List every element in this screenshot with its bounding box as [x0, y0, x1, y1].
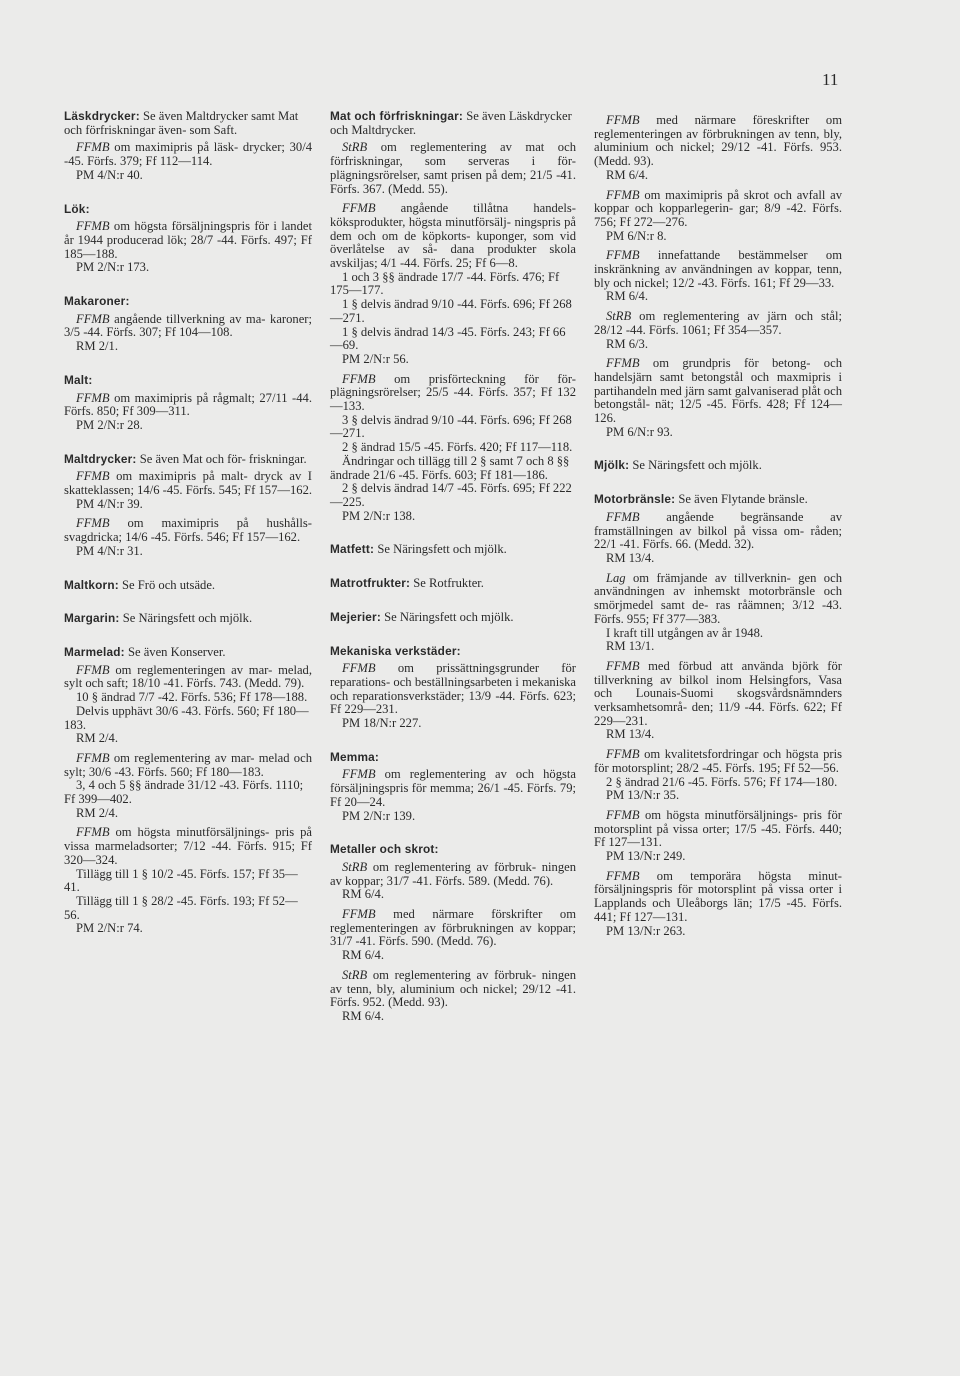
entry-heading-line	[330, 751, 576, 765]
regulation-source: FFMB	[76, 825, 110, 840]
regulation-text: om kvalitetsfordringar och högsta pris för motorsplint; 28/2 -45. Förfs. 195; Ff 52—56.	[594, 747, 842, 775]
entry-heading-line	[330, 543, 576, 557]
entry-heading: Maltdrycker:	[64, 451, 137, 466]
entry-heading: Mat och förfriskningar:	[330, 109, 464, 123]
regulation-paragraph	[330, 141, 576, 196]
entry-heading-line	[64, 374, 312, 388]
index-entry	[594, 493, 842, 938]
index-entry	[594, 459, 842, 473]
regulation-text: om högsta minutförsäljnings- pris på vissa marmeladsorter; 7/12 -44. Förfs. 915; Ff 320—324.	[64, 825, 312, 867]
regulation-source: FFMB	[606, 747, 640, 762]
entry-heading: Maltkorn:	[64, 577, 119, 592]
regulation-note: RM 2/4.	[76, 805, 118, 820]
regulation-text: om reglementering av och högsta försäljningspris för memma; 26/1 -45. Förfs. 79; Ff 20—24.	[330, 767, 576, 809]
regulation-note: RM 13/4.	[606, 727, 655, 742]
regulation-text: om maximipris på hushålls- svagdricka; 14/6 -45. Förfs. 546; Ff 157—162.	[64, 516, 312, 545]
regulation-text: om reglementering av mat och förfriskningar, som serveras i för- plägningsrörelser, samt prisen på dem; 21/5 -41. Förfs. 367. (Medd. 55).	[330, 140, 576, 196]
index-entry	[330, 543, 576, 557]
regulation-note: 2 § delvis ändrad 14/7 -45. Förfs. 695; Ff 222—225.	[330, 481, 572, 509]
index-entry	[64, 579, 312, 593]
regulation-text: om temporära högsta minut- försäljningspris för motorsplint på vissa orter i Lapplands och Uleåborgs län; 17/5 -45. Förfs. 441; Ff 127—131.	[594, 868, 842, 924]
regulation-note: Tillägg till 1 § 10/2 -45. Förfs. 157; Ff 35—41.	[64, 866, 298, 895]
regulation-source: FFMB	[76, 390, 110, 405]
entry-heading-line	[594, 493, 842, 507]
regulation-source: FFMB	[342, 661, 376, 676]
regulation-source: FFMB	[76, 140, 110, 155]
regulation-source: StRB	[342, 140, 368, 155]
regulation-source: FFMB	[606, 868, 640, 883]
regulation-source: StRB	[342, 859, 368, 874]
entry-see-also: Se även Mat och för- friskningar.	[136, 451, 307, 466]
index-entry	[64, 110, 312, 183]
entry-heading-line	[64, 295, 312, 309]
regulation-text: om främjande av tillverknin- gen och användningen av inhemskt motorbränsle och smörjmedel samt de- ras råämnen; 3/12 -43. Förfs. 955; Ff 377—383.	[594, 570, 842, 626]
regulation-text: om reglementering av förbruk- ningen av koppar; 31/7 -41. Förfs. 589. (Medd. 76).	[330, 859, 576, 888]
entry-see-also: Se Näringsfett och mjölk.	[380, 609, 514, 624]
regulation-text: om reglementeringen av mar- melad, sylt och saft; 18/10 -41. Förfs. 743. (Medd. 79).	[64, 662, 312, 691]
regulation-note: I kraft till utgången av år 1948.	[606, 625, 764, 640]
regulation-note: PM 2/N:r 74.	[76, 921, 143, 936]
regulation-note: Tillägg till 1 § 28/2 -45. Förfs. 193; Ff 52—56.	[64, 893, 298, 922]
regulation-paragraph	[594, 572, 842, 627]
regulation-source: FFMB	[342, 371, 376, 386]
regulation-source: FFMB	[606, 509, 640, 524]
regulation-note: PM 2/N:r 173.	[76, 260, 150, 275]
regulation-text: om prisförteckning för för- plägningsrörelser; 25/5 -44. Förfs. 357; Ff 132—133.	[330, 371, 576, 414]
regulation-note: PM 2/N:r 56.	[342, 351, 409, 366]
regulation-paragraph	[64, 220, 312, 261]
regulation-source: FFMB	[76, 750, 110, 765]
regulation-source: Lag	[606, 570, 626, 585]
entry-heading: Mejerier:	[330, 609, 381, 624]
regulation-paragraph	[594, 809, 842, 850]
regulation-note: 3 § delvis ändrad 9/10 -44. Förfs. 696; Ff 268—271.	[330, 412, 572, 441]
regulation-paragraph	[330, 908, 576, 949]
regulation-paragraph	[330, 373, 576, 414]
regulation-paragraph	[64, 141, 312, 168]
regulation-note: RM 6/4.	[606, 289, 648, 304]
index-entry	[330, 843, 576, 1023]
regulation-paragraph	[594, 189, 842, 230]
regulation-note: 10 § ändrad 7/7 -42. Förfs. 536; Ff 178—188.	[76, 690, 308, 705]
regulation-source: StRB	[606, 309, 632, 324]
entry-heading-line	[64, 453, 312, 467]
regulation-paragraph	[64, 392, 312, 419]
regulation-source: FFMB	[76, 662, 110, 677]
entry-heading: Läskdrycker:	[64, 109, 140, 123]
regulation-paragraph	[64, 664, 312, 691]
regulation-source: FFMB	[606, 658, 640, 673]
entry-heading-line	[330, 110, 576, 137]
regulation-text: innefattande bestämmelser om inskränkning av användningen av koppar, tenn, bly och nickel; 12/2 -43. Förfs. 161; Ff 29—33.	[594, 248, 842, 290]
regulation-paragraph	[594, 310, 842, 337]
regulation-text: om högsta försäljningspris för i landet år 1944 producerad lök; 28/7 -44. Förfs. 497; Ff 185—188.	[64, 219, 312, 261]
regulation-text: om maximipris på rågmalt; 27/11 -44. Förfs. 850; Ff 309—311.	[64, 390, 312, 419]
entry-heading: Mekaniska verkstäder:	[330, 643, 461, 658]
regulation-note: RM 6/4.	[342, 948, 384, 963]
regulation-source: FFMB	[76, 469, 110, 484]
regulation-text: om prissättningsgrunder för reparations- och beställningsarbeten i mekaniska och reparationsverkstäder; 13/9 -44. Förfs. 623; Ff 229—231.	[330, 661, 576, 717]
regulation-text: om maximipris på läsk- drycker; 30/4 -45. Förfs. 379; Ff 112—114.	[64, 140, 312, 169]
index-entry	[330, 110, 576, 523]
regulation-text: angående tillåtna handels- köksprodukter, högsta minutförsälj- ningspris på dem och om de köpkorts- kuponger, som vid överlåtelse av så- dana produkter skola avskiljas; 4/1 -44. Förfs. 25; Ff 6—8.	[330, 201, 576, 271]
regulation-source: FFMB	[606, 807, 640, 822]
regulation-text: med förbud att använda björk för tillverkning av bilkol inom Helsingfors, Vasa och Lounais-Suomi skogsvårdsnämnders verksamhetsområ- den; 11/9 -44. Förfs. 622; Ff 229—231.	[594, 658, 842, 728]
entry-see-also: Se även Läskdrycker och Maltdrycker.	[330, 109, 572, 137]
entry-see-also: Se Frö och utsäde.	[118, 577, 216, 592]
entry-see-also: Se Näringsfett och mjölk.	[374, 542, 507, 557]
regulation-paragraph	[594, 511, 842, 552]
entry-heading: Metaller och skrot:	[330, 842, 439, 857]
regulation-note: PM 4/N:r 40.	[76, 167, 143, 182]
regulation-paragraph	[594, 249, 842, 290]
regulation-paragraph	[64, 517, 312, 544]
regulation-text: om maximipris på skrot och avfall av koppar och kopparlegerin- gar; 8/9 -42. Förfs. 756; Ff 272—276.	[594, 187, 842, 229]
regulation-note: 3, 4 och 5 §§ ändrade 31/12 -43. Förfs. 1110; Ff 399—402.	[64, 778, 304, 807]
regulation-note: 1 § delvis ändrad 14/3 -45. Förfs. 243; Ff 66—69.	[330, 324, 566, 353]
regulation-text: om grundpris för betong- och handelsjärn samt betongstål och maxmipris i partihandeln med järn samt galvaniserad plåt och betongstål- nät; 12/5 -45. Förfs. 428; Ff 124—126.	[594, 356, 842, 426]
regulation-note: 1 och 3 §§ ändrade 17/7 -44. Förfs. 476; Ff 175—177.	[330, 269, 560, 298]
regulation-note: Delvis upphävt 30/6 -43. Förfs. 560; Ff 180—183.	[64, 703, 309, 732]
entry-heading: Marmelad:	[64, 644, 125, 659]
regulation-paragraph	[594, 357, 842, 426]
regulation-note: 2 § ändrad 21/6 -45. Förfs. 576; Ff 174—180.	[606, 774, 838, 789]
regulation-text: angående tillverkning av ma- karoner; 3/5 -44. Förfs. 307; Ff 104—108.	[64, 311, 312, 340]
column-2	[330, 110, 576, 1024]
regulation-paragraph	[594, 748, 842, 775]
column-1	[64, 110, 312, 936]
regulation-source: FFMB	[606, 356, 640, 371]
entry-heading-line	[64, 579, 312, 593]
regulation-note: PM 13/N:r 35.	[606, 788, 680, 803]
regulation-source: FFMB	[606, 113, 640, 127]
entry-heading: Motorbränsle:	[594, 492, 676, 507]
entry-heading: Memma:	[330, 749, 380, 764]
regulation-note: PM 13/N:r 263.	[606, 923, 686, 938]
regulation-paragraph	[64, 752, 312, 779]
entry-heading: Lök:	[64, 201, 90, 216]
regulation-note: PM 4/N:r 31.	[76, 543, 143, 558]
index-entry	[330, 751, 576, 824]
regulation-note: Ändringar och tillägg till 2 § samt 7 och 8 §§ ändrade 21/6 -45. Förfs. 603; Ff 181—186.	[330, 453, 570, 482]
entry-heading-line	[64, 612, 312, 626]
regulation-text: med närmare förskrifter om reglementeringen av förbrukningen av koppar; 31/7 -41. Förfs. 590. (Medd. 76).	[330, 907, 576, 949]
index-entry	[594, 114, 842, 439]
entry-see-also: Se Näringsfett och mjölk.	[629, 458, 762, 473]
entry-heading: Makaroner:	[64, 294, 130, 309]
regulation-source: FFMB	[606, 187, 640, 202]
regulation-text: om reglementering av mar- melad och sylt; 30/6 -43. Förfs. 560; Ff 180—183.	[64, 750, 312, 779]
regulation-paragraph	[330, 662, 576, 717]
index-entry	[330, 577, 576, 591]
index-entry	[64, 295, 312, 354]
regulation-paragraph	[330, 202, 576, 271]
entry-heading: Matfett:	[330, 542, 375, 557]
regulation-note: RM 13/4.	[606, 550, 655, 565]
regulation-text: om reglementering av förbruk- ningen av tenn, bly, aluminium och nickel; 29/12 -41. Förfs. 952. (Medd. 93).	[330, 967, 576, 1010]
regulation-note: RM 2/4.	[76, 731, 118, 746]
regulation-source: FFMB	[606, 248, 640, 263]
entry-heading-line	[330, 611, 576, 625]
regulation-source: FFMB	[76, 516, 110, 531]
entry-heading-line	[330, 577, 576, 591]
index-entry	[64, 203, 312, 276]
regulation-source: FFMB	[342, 201, 376, 216]
entry-see-also: Se även Maltdrycker samt Mat och förfriskningar även- som Saft.	[64, 109, 299, 137]
entry-see-also: Se Rotfrukter.	[410, 576, 484, 591]
regulation-source: FFMB	[342, 767, 376, 782]
regulation-note: PM 13/N:r 249.	[606, 849, 686, 864]
regulation-text: angående begränsande av framställningen av bilkol på vissa om- råden; 22/1 -41. Förfs. 66. (Medd. 32).	[594, 509, 842, 552]
entry-heading-line	[64, 646, 312, 660]
regulation-note: RM 6/3.	[606, 336, 648, 351]
entry-heading-line	[594, 459, 842, 473]
entry-see-also: Se Näringsfett och mjölk.	[119, 611, 253, 626]
regulation-note: RM 6/4.	[342, 1008, 384, 1023]
regulation-note: 1 § delvis ändrad 9/10 -44. Förfs. 696; Ff 268—271.	[330, 297, 572, 325]
regulation-note: PM 2/N:r 138.	[342, 508, 416, 523]
index-entry	[64, 374, 312, 433]
index-entry	[330, 611, 576, 625]
regulation-text: med närmare föreskrifter om reglementeringen av förbrukningen av tenn, bly, aluminium och nickel; 29/12 -41. Förfs. 953. (Medd. 93).	[594, 113, 842, 169]
regulation-note: PM 2/N:r 139.	[342, 808, 416, 823]
regulation-note: PM 6/N:r 8.	[606, 228, 667, 243]
regulation-note: PM 18/N:r 227.	[342, 716, 422, 731]
index-entry	[64, 646, 312, 936]
regulation-source: FFMB	[342, 907, 376, 922]
entry-heading-line	[330, 645, 576, 659]
regulation-paragraph	[594, 660, 842, 729]
entry-heading: Mjölk:	[594, 458, 630, 473]
regulation-paragraph	[64, 313, 312, 340]
entry-heading: Matrotfrukter:	[330, 576, 411, 591]
regulation-note: RM 6/4.	[606, 167, 648, 182]
index-entry	[330, 645, 576, 731]
regulation-note: 2 § ändrad 15/5 -45. Förfs. 420; Ff 117—118.	[342, 440, 573, 455]
entry-heading: Margarin:	[64, 611, 120, 626]
entry-heading-line	[330, 843, 576, 857]
regulation-note: RM 2/1.	[76, 339, 118, 354]
regulation-paragraph	[330, 969, 576, 1010]
page-number: 11	[822, 70, 839, 89]
regulation-paragraph	[64, 470, 312, 497]
entry-heading: Malt:	[64, 372, 93, 387]
regulation-paragraph	[594, 870, 842, 925]
regulation-text: om maximipris på malt- dryck av I skatteklassen; 14/6 -45. Förfs. 545; Ff 157—162.	[64, 469, 313, 498]
regulation-source: StRB	[342, 967, 368, 982]
entry-heading-line	[64, 110, 312, 137]
regulation-note: PM 6/N:r 93.	[606, 424, 673, 439]
entry-see-also: Se även Flytande bränsle.	[675, 492, 808, 507]
index-entry	[64, 612, 312, 626]
regulation-note: RM 6/4.	[342, 887, 384, 902]
regulation-source: FFMB	[76, 311, 110, 326]
regulation-paragraph	[594, 114, 842, 169]
entry-see-also: Se även Konserver.	[124, 644, 226, 659]
regulation-note: PM 4/N:r 39.	[76, 496, 143, 511]
regulation-text: om högsta minutförsäljnings- pris för motorsplint på vissa orter; 17/5 -45. Förfs. 440; Ff 127—131.	[594, 807, 842, 850]
index-entry	[64, 453, 312, 559]
regulation-paragraph	[64, 826, 312, 867]
regulation-text: om reglementering av järn och stål; 28/12 -44. Förfs. 1061; Ff 354—357.	[594, 309, 842, 337]
regulation-source: FFMB	[76, 219, 110, 234]
regulation-paragraph	[330, 768, 576, 809]
column-3	[594, 110, 842, 938]
regulation-note: PM 2/N:r 28.	[76, 417, 143, 432]
regulation-note: RM 13/1.	[606, 639, 655, 654]
entry-heading-line	[64, 203, 312, 217]
regulation-paragraph	[330, 861, 576, 888]
